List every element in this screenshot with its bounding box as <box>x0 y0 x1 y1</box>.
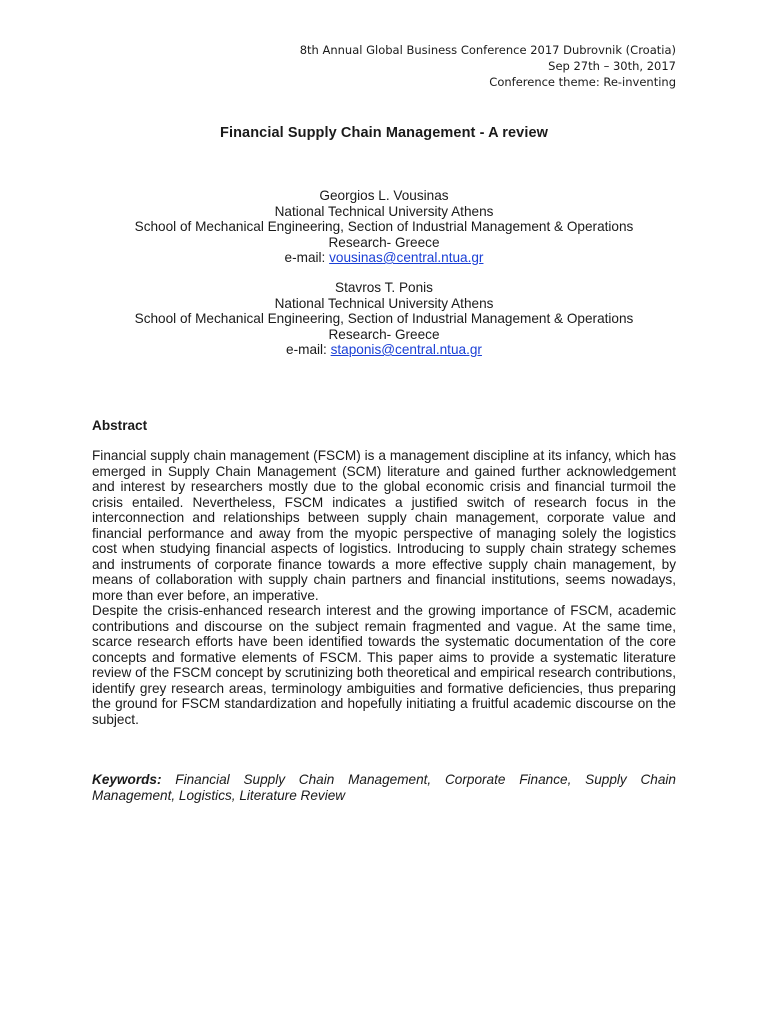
email-label: e-mail: <box>284 250 330 265</box>
author-name: Georgios L. Vousinas <box>319 188 449 203</box>
abstract-heading: Abstract <box>92 418 148 433</box>
author-email-line <box>92 342 676 358</box>
author-block-1 <box>92 188 676 266</box>
author-school: School of Mechanical Engineering, Section of Industrial Management & Operations <box>134 311 634 326</box>
keywords <box>92 772 676 803</box>
author-location: Research- Greece <box>328 326 440 342</box>
author-email-link[interactable]: vousinas@central.ntua.gr <box>329 250 484 265</box>
author-school: School of Mechanical Engineering, Section of Industrial Management & Operations <box>134 219 634 234</box>
conference-name: 8th Annual Global Business Conference 2017 Dubrovnik (Croatia) <box>299 43 676 57</box>
conference-theme: Conference theme: Re-inventing <box>489 75 676 89</box>
author-location: Research- Greece <box>328 234 440 250</box>
conference-dates: Sep 27th – 30th, 2017 <box>548 59 676 73</box>
keywords-label: Keywords: <box>92 772 162 787</box>
abstract-paragraph-2: Despite the crisis-enhanced research interest and the growing importance of FSCM, academic contributions and discourse on the subject remain fragmented and vague. At the same time, scarce research efforts have been identified towards the systematic documentation of the core concepts and formative elements of FSCM. This paper aims to provide a systematic literature review of the FSCM concept by scrutinizing both theoretical and empirical research contributions, identify grey research areas, terminology ambiguities and formative deficiencies, thus preparing the ground for FSCM standardization and hopefully initiating a fruitful academic discourse on the subject. <box>92 603 676 727</box>
abstract-paragraph-1: Financial supply chain management (FSCM) is a management discipline at its infancy, which has emerged in Supply Chain Management (SCM) literature and gained further acknowledgement and interest by researchers mostly due to the global economic crisis and financial turmoil the crisis entailed. Nevertheless, FSCM indicates a justified switch of research focus in the interconnection and relationships between supply chain management, corporate value and financial performance and away from the myopic perspective of managing solely the logistics cost when studying financial aspects of logistics. Introducing to supply chain strategy schemes and instruments of corporate finance towards a more effective supply chain management, by means of collaboration with supply chain partners and financial institutions, seems nowadays, more than ever before, an imperative. <box>92 448 676 603</box>
email-label: e-mail: <box>286 342 331 357</box>
author-block-2 <box>92 280 676 358</box>
author-university: National Technical University Athens <box>274 295 494 311</box>
author-name: Stavros T. Ponis <box>335 280 433 295</box>
abstract-body <box>92 448 676 727</box>
author-email-line <box>92 250 676 266</box>
conference-header <box>300 42 676 90</box>
keywords-text: Financial Supply Chain Management, Corporate Finance, Supply Chain Management, Logistics, Literature Review <box>92 772 676 803</box>
author-university: National Technical University Athens <box>274 203 494 219</box>
author-email-link[interactable]: staponis@central.ntua.gr <box>330 342 482 357</box>
paper-title: Financial Supply Chain Management - A review <box>219 125 549 141</box>
